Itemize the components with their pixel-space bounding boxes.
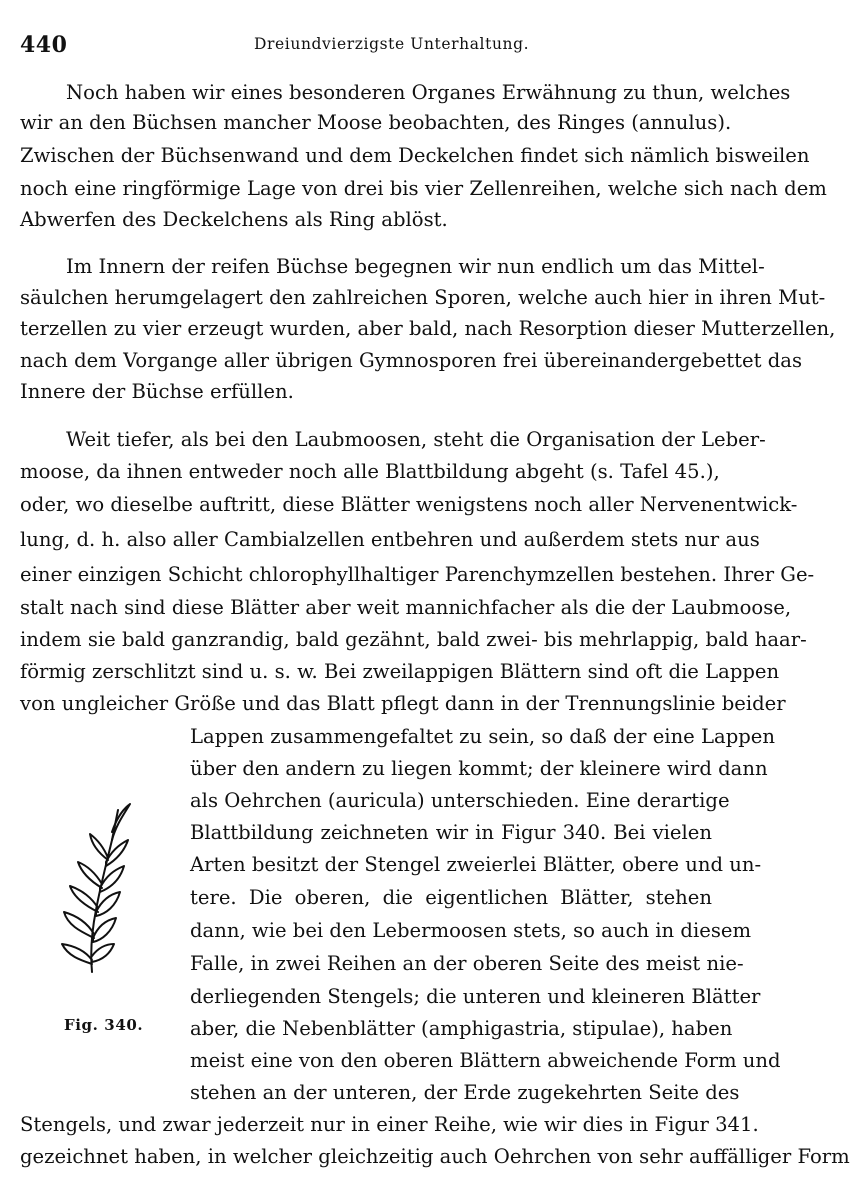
text-line: Arten besitzt der Stengel zweierlei Blätter, obere und un- bbox=[190, 853, 762, 876]
running-head: Dreiundvierzigste Unterhaltung. bbox=[254, 35, 530, 53]
text-line: dann, wie bei den Lebermoosen stets, so auch in diesem bbox=[190, 919, 752, 942]
text-line: meist eine von den oberen Blättern abweichende Form und bbox=[190, 1049, 781, 1072]
text-line: einer einzigen Schicht chlorophyllhaltiger Parenchymzellen bestehen. Ihrer Ge- bbox=[20, 563, 815, 586]
moss-sprig-icon bbox=[46, 800, 136, 975]
text-line: gezeichnet haben, in welcher gleichzeitig auch Oehrchen von sehr auffälliger Form bbox=[20, 1145, 850, 1168]
text-line: nach dem Vorgange aller übrigen Gymnosporen frei übereinandergebettet das bbox=[20, 349, 803, 372]
text-line: moose, da ihnen entweder noch alle Blattbildung abgeht (s. Tafel 45.), bbox=[20, 460, 720, 483]
text-line: aber, die Nebenblätter (amphigastria, stipulae), haben bbox=[190, 1017, 733, 1040]
figure-caption: Fig. 340. bbox=[64, 1016, 144, 1034]
text-line: stehen an der unteren, der Erde zugekehrten Seite des bbox=[190, 1081, 740, 1104]
text-line: Falle, in zwei Reihen an der oberen Seite des meist nie- bbox=[190, 952, 744, 975]
text-line: Blattbildung zeichneten wir in Figur 340. Bei vielen bbox=[190, 821, 712, 844]
text-line: Innere der Büchse erfüllen. bbox=[20, 380, 294, 403]
text-line: indem sie bald ganzrandig, bald gezähnt, bald zwei- bis mehrlappig, bald haar- bbox=[20, 628, 807, 651]
text-line: oder, wo dieselbe auftritt, diese Blätter wenigstens noch aller Nervenentwick- bbox=[20, 493, 798, 516]
text-line: als Oehrchen (auricula) unterschieden. Eine derartige bbox=[190, 789, 730, 812]
text-line: von ungleicher Größe und das Blatt pflegt dann in der Trennungslinie beider bbox=[20, 692, 786, 715]
text-line: über den andern zu liegen kommt; der kleinere wird dann bbox=[190, 757, 768, 780]
text-line: Abwerfen des Deckelchens als Ring ablöst. bbox=[20, 208, 448, 231]
text-line: Lappen zusammengefaltet zu sein, so daß der eine Lappen bbox=[190, 725, 775, 748]
text-line: förmig zerschlitzt sind u. s. w. Bei zweilappigen Blättern sind oft die Lappen bbox=[20, 660, 780, 683]
page-number: 440 bbox=[20, 32, 68, 58]
text-line: wir an den Büchsen mancher Moose beobachten, des Ringes (annulus). bbox=[20, 111, 732, 134]
text-line: lung, d. h. also aller Cambialzellen entbehren und außerdem stets nur aus bbox=[20, 528, 760, 551]
text-line: säulchen herumgelagert den zahlreichen Sporen, welche auch hier in ihren Mut- bbox=[20, 286, 826, 309]
text-line: tere. Die oberen, die eigentlichen Blätter, stehen bbox=[190, 886, 712, 909]
text-line: noch eine ringförmige Lage von drei bis vier Zellenreihen, welche sich nach dem bbox=[20, 177, 827, 200]
text-line: Zwischen der Büchsenwand und dem Deckelchen findet sich nämlich bisweilen bbox=[20, 144, 810, 167]
text-line: Stengels, und zwar jederzeit nur in einer Reihe, wie wir dies in Figur 341. bbox=[20, 1113, 759, 1136]
moss-sprig-illustration bbox=[46, 800, 136, 975]
text-line: derliegenden Stengels; die unteren und kleineren Blätter bbox=[190, 985, 761, 1008]
text-line: stalt nach sind diese Blätter aber weit mannichfacher als die der Laubmoose, bbox=[20, 596, 792, 619]
text-line: Im Innern der reifen Büchse begegnen wir nun endlich um das Mittel- bbox=[66, 255, 765, 278]
page-header bbox=[14, 32, 718, 60]
text-line: terzellen zu vier erzeugt wurden, aber bald, nach Resorption dieser Mutterzellen, bbox=[20, 317, 836, 340]
text-line: Weit tiefer, als bei den Laubmoosen, steht die Organisation der Leber- bbox=[66, 428, 766, 451]
text-line: Noch haben wir eines besonderen Organes Erwähnung zu thun, welches bbox=[66, 81, 791, 104]
